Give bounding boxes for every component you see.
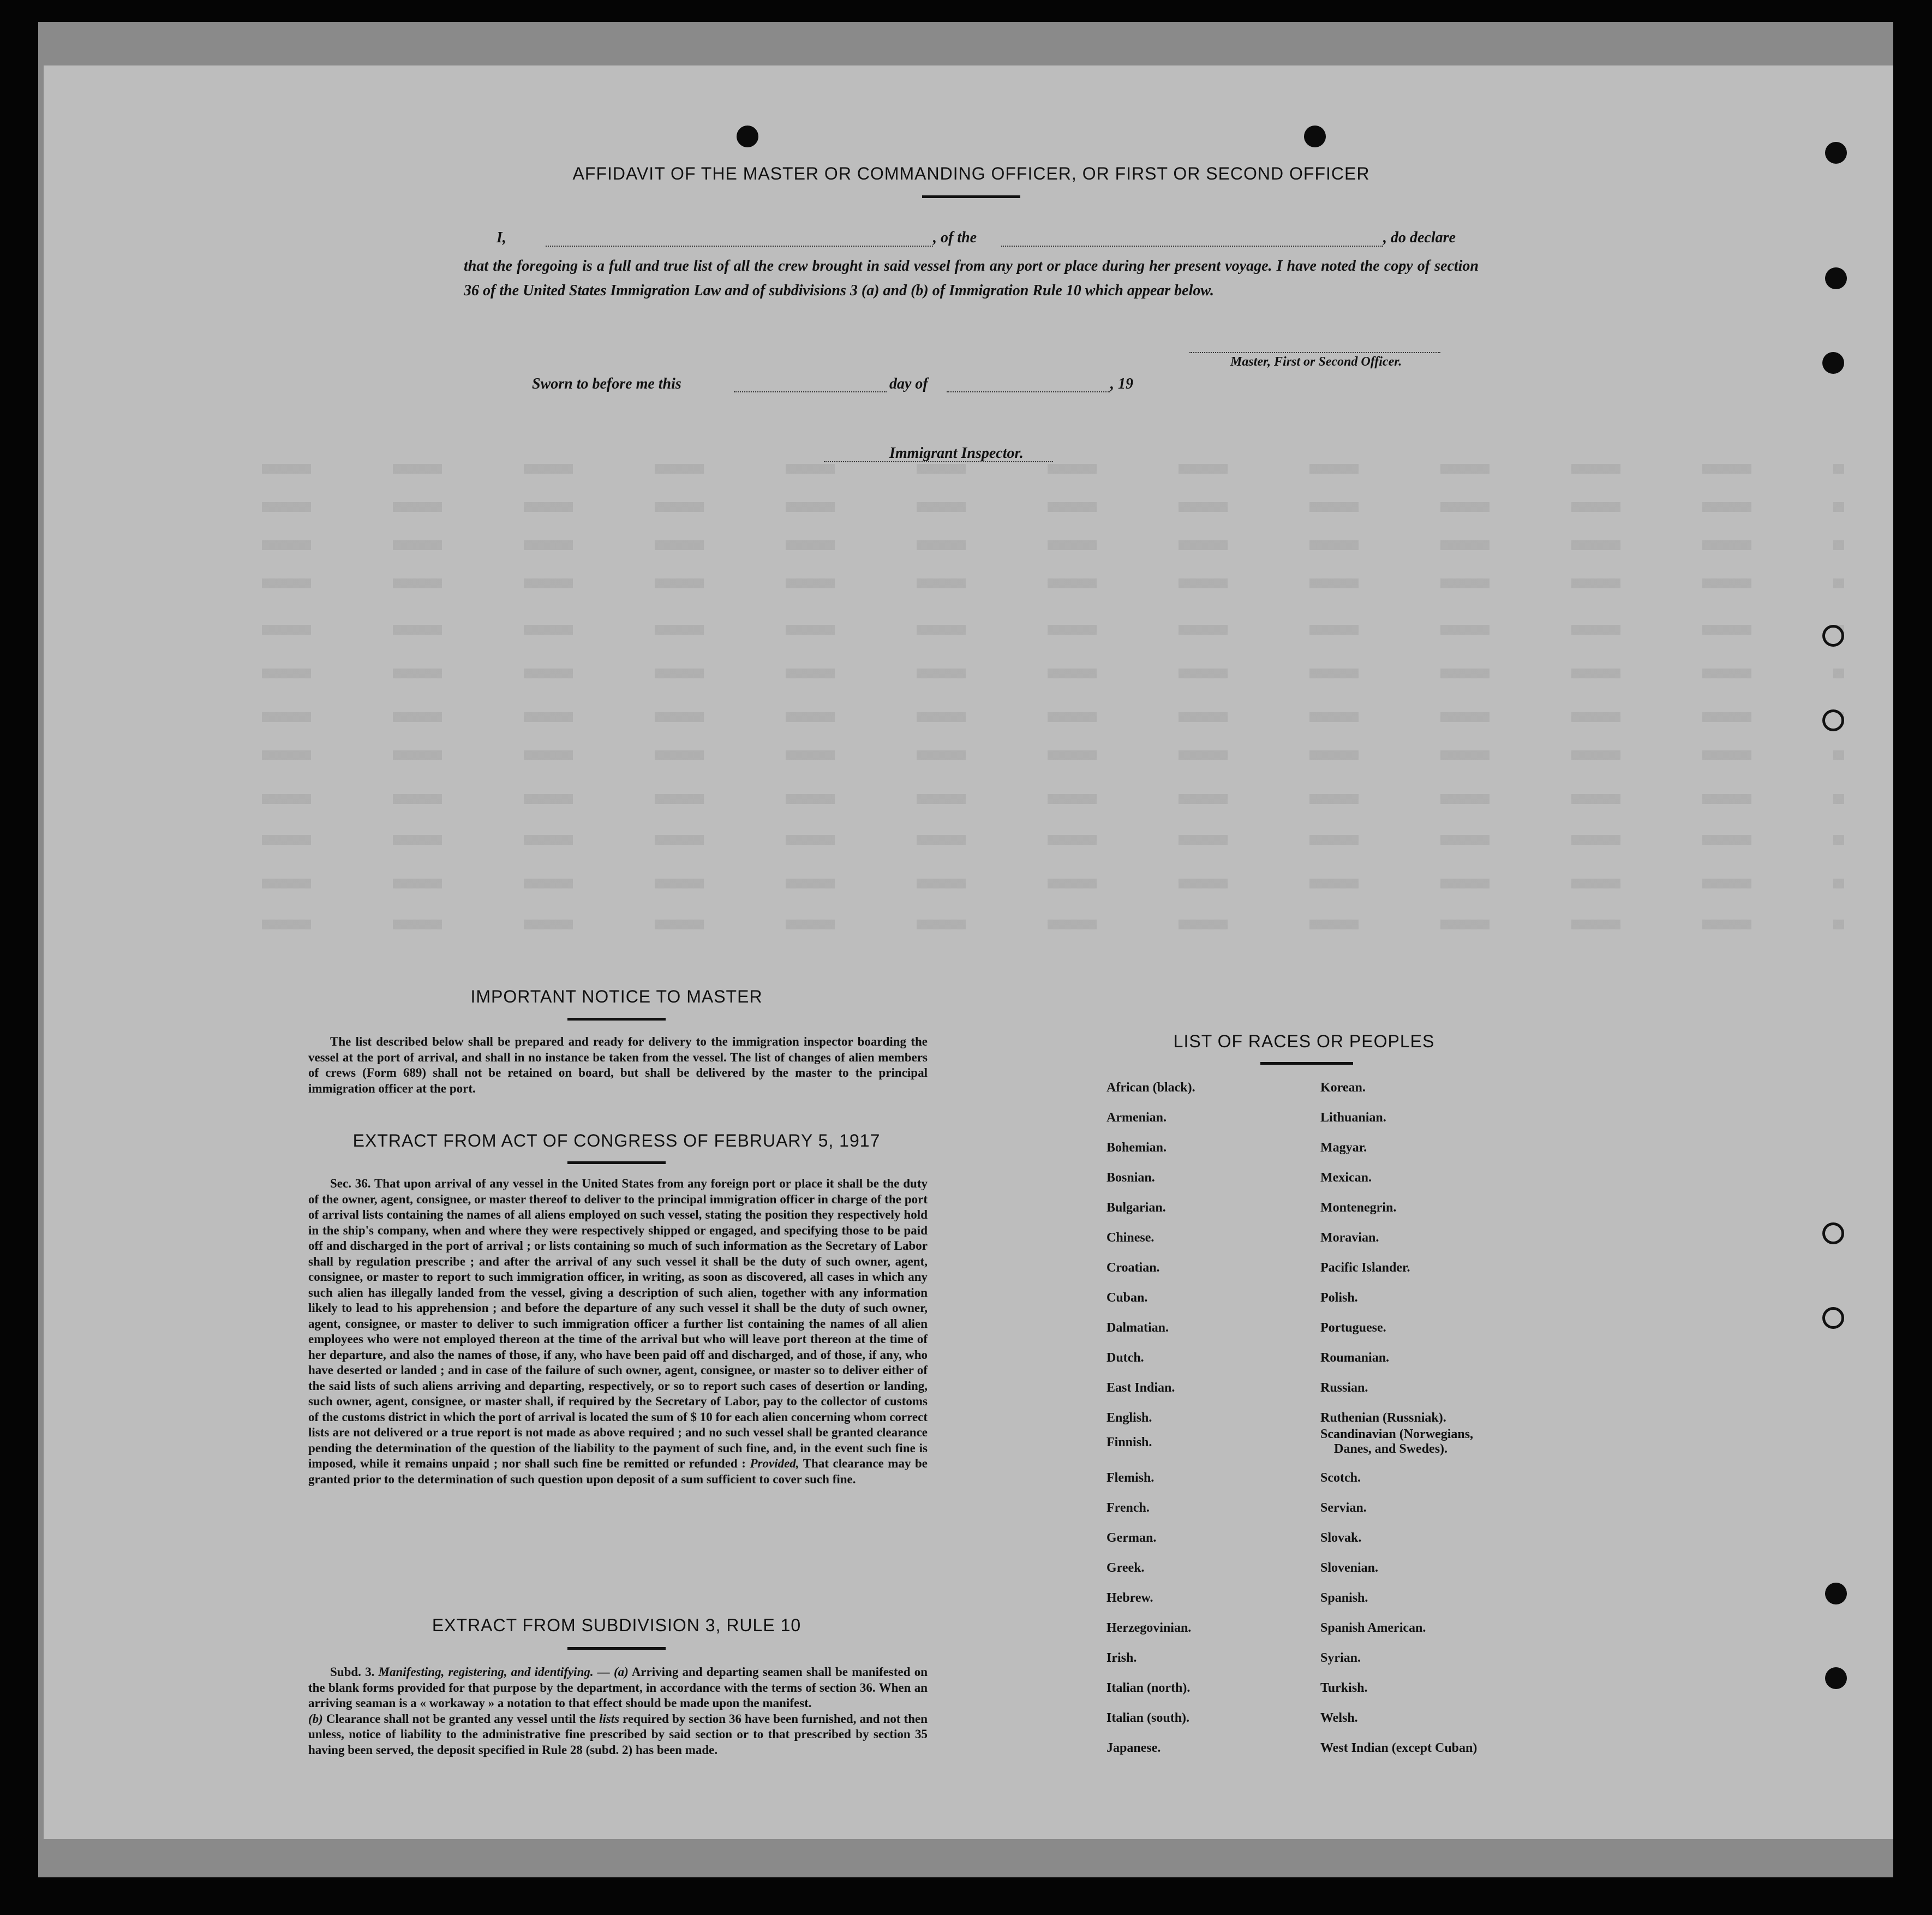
punch-hole <box>1822 625 1844 647</box>
bleed-through-row <box>262 625 1844 635</box>
bleed-through-row <box>262 750 1844 760</box>
race-item: Magyar. <box>1320 1141 1367 1155</box>
rule-text-b2: required by section 36 have been furnished, and not then unless, notice of liability to the administrative fine prescribed by said section or to that prescribed by section 35 having been served, the deposit specified in Rule 28 (subd. 2) has been made. <box>308 1711 928 1757</box>
name-blank <box>546 246 933 247</box>
race-item: Syrian. <box>1320 1651 1361 1665</box>
bleed-through-row <box>262 920 1844 929</box>
race-item: Korean. <box>1320 1081 1366 1095</box>
affidavit-of-the-label: , of the <box>933 229 977 246</box>
rule-subd-heading: Manifesting, registering, and identifying. — (a) <box>378 1665 629 1679</box>
affidavit-do-declare-label: , do declare <box>1383 229 1456 246</box>
bleed-through-row <box>262 540 1844 550</box>
races-title: LIST OF RACES OR PEOPLES <box>1173 1031 1435 1051</box>
rule-lists-word: lists <box>599 1711 620 1726</box>
vessel-blank <box>1001 246 1383 247</box>
punch-hole <box>737 126 758 147</box>
title-underline <box>922 195 1020 198</box>
race-item: Ruthenian (Russniak). <box>1320 1411 1446 1425</box>
race-item: Slovenian. <box>1320 1561 1379 1575</box>
rule-text <box>308 1665 928 1758</box>
punch-hole <box>1822 1222 1844 1244</box>
race-item: Herzegovinian. <box>1106 1621 1192 1635</box>
race-item: Chinese. <box>1106 1231 1155 1245</box>
notice-underline <box>567 1018 666 1021</box>
race-item: Roumanian. <box>1320 1351 1390 1365</box>
bleed-through-row <box>262 835 1844 845</box>
bleed-through-row <box>262 578 1844 588</box>
bleed-through-row <box>262 879 1844 888</box>
punch-hole <box>1825 1583 1847 1604</box>
race-item: Flemish. <box>1106 1471 1155 1485</box>
act-text <box>308 1176 928 1487</box>
race-item: Spanish. <box>1320 1591 1368 1605</box>
month-blank <box>947 391 1110 392</box>
race-item: Montenegrin. <box>1320 1201 1397 1215</box>
rule-text-b1: Clearance shall not be granted any vessel until the <box>326 1711 596 1726</box>
race-item: Pacific Islander. <box>1320 1261 1410 1275</box>
race-item: Polish. <box>1320 1291 1358 1305</box>
race-item: Moravian. <box>1320 1231 1379 1245</box>
notice-title: IMPORTANT NOTICE TO MASTER <box>470 987 763 1006</box>
bleed-through-row <box>262 712 1844 722</box>
race-item: Italian (north). <box>1106 1681 1191 1695</box>
punch-hole <box>1822 1307 1844 1329</box>
act-section-label: Sec. 36. <box>330 1177 371 1190</box>
punch-hole <box>1825 142 1847 164</box>
race-item: Dutch. <box>1106 1351 1144 1365</box>
race-item: Slovak. <box>1320 1531 1362 1545</box>
race-item: Bohemian. <box>1106 1141 1167 1155</box>
notice-text: The list described below shall be prepared and ready for delivery to the immigration inspector boarding the vessel at the port of arrival, and shall in no instance be taken from the vessel. The list of changes of alien members of crews (Form 689) shall not be retained on board, but shall be delivered by the master to the principal immigration officer at the port. <box>308 1035 928 1095</box>
race-item: Japanese. <box>1106 1741 1161 1755</box>
race-item: Cuban. <box>1106 1291 1148 1305</box>
race-item: German. <box>1106 1531 1157 1545</box>
affidavit-title: AFFIDAVIT OF THE MASTER OR COMMANDING OFFICER, OR FIRST OR SECOND OFFICER <box>572 164 1370 183</box>
race-item: African (black). <box>1106 1081 1195 1095</box>
act-provided-label: Provided, <box>750 1457 799 1470</box>
race-item: Greek. <box>1106 1561 1145 1575</box>
year-label: , 19 <box>1110 375 1133 392</box>
race-item: Hebrew. <box>1106 1591 1153 1605</box>
punch-hole <box>1825 1667 1847 1689</box>
day-of-label: day of <box>889 375 928 392</box>
inspector-caption: Immigrant Inspector. <box>889 445 1024 462</box>
rule-b-label: (b) <box>308 1711 323 1726</box>
bleed-through-row <box>262 669 1844 678</box>
race-item: Armenian. <box>1106 1111 1167 1125</box>
bleed-through-row <box>262 794 1844 804</box>
document-page <box>44 65 1893 1839</box>
race-item: Bosnian. <box>1106 1171 1155 1185</box>
punch-hole <box>1822 709 1844 731</box>
race-item: Welsh. <box>1320 1711 1358 1725</box>
act-body: That upon arrival of any vessel in the United States from any foreign port or place it shall be the duty of the owner, agent, consignee, or master thereof to deliver to the principal immigration officer in charge of the port of arrival lists containing the names of all aliens employed on such vessel, stating the position they respectively hold in the ship's company, when and where they were respectively shipped or engaged, and specifying those to be paid off and discharged in the port of arrival ; or lists containing so much of such information as the Secretary of Labor shall by regulation prescribe ; and after the arrival of any such vessel it shall be the duty of such owner, agent, consignee, or master to report to such immigration officer, in writing, as soon as discovered, all cases in which any such alien has illegally landed from the vessel, giving a description of such alien, together with any information likely to lead to his apprehension ; and before the departure of any such vessel it shall be the duty of such owner, agent, consignee, or master to deliver to such immigration officer a further list containing the names of all alien employees who were not employed thereon at the time of the arrival but who will leave port thereon at the time of her departure, and also the names of those, if any, who have been paid off and discharged, and of those, if any, who have deserted or landed ; and in case of the failure of such owner, agent, consignee, or master so to deliver either of the said lists of such aliens arriving and departing, respectively, or so to report such cases of desertion or landing, such owner, agent, consignee, or master shall, if required by the Secretary of Labor, pay to the collector of customs of the customs district in which the port of arrival is located the sum of $ 10 for each alien concerning whom correct lists are not delivered or a true report is not made as above required ; and no such vessel shall be granted clearance pending the determination of the question of the liability to the payment of such fine, and, in the event such fine is imposed, while it remains unpaid ; nor shall such fine be remitted or refunded : <box>308 1177 928 1470</box>
race-item: Croatian. <box>1106 1261 1160 1275</box>
act-underline <box>567 1161 666 1164</box>
affidavit-paragraph: that the foregoing is a full and true list of all the crew brought in said vessel from any port or place during her present voyage. I have noted the copy of section 36 of the United States Immigration Law and of subdivisions 3 (a) and (b) of Immigration Rule 10 which appear below. <box>464 258 1479 299</box>
race-item: Italian (south). <box>1106 1711 1190 1725</box>
race-item: Spanish American. <box>1320 1621 1426 1635</box>
race-item: Scandinavian (Norwegians, <box>1320 1427 1474 1441</box>
race-item: Scotch. <box>1320 1471 1361 1485</box>
race-item: West Indian (except Cuban) <box>1320 1741 1478 1755</box>
rule-underline <box>567 1647 666 1650</box>
act-title: EXTRACT FROM ACT OF CONGRESS OF FEBRUARY 5, 1917 <box>352 1131 881 1150</box>
day-blank <box>734 391 887 392</box>
race-item: East Indian. <box>1106 1381 1175 1395</box>
race-item: Servian. <box>1320 1501 1367 1515</box>
sworn-label: Sworn to before me this <box>532 375 681 392</box>
master-signature-line <box>1189 352 1440 353</box>
race-item: French. <box>1106 1501 1150 1515</box>
race-item: Bulgarian. <box>1106 1201 1166 1215</box>
race-item: Mexican. <box>1320 1171 1372 1185</box>
rule-subd-label: Subd. 3. <box>330 1665 375 1679</box>
race-item: Turkish. <box>1320 1681 1368 1695</box>
race-item: English. <box>1106 1411 1152 1425</box>
rule-title: EXTRACT FROM SUBDIVISION 3, RULE 10 <box>432 1615 801 1635</box>
races-underline <box>1260 1062 1353 1065</box>
race-item: Russian. <box>1320 1381 1368 1395</box>
race-item: Portuguese. <box>1320 1321 1386 1335</box>
affidavit-i-label: I, <box>497 229 506 246</box>
master-caption: Master, First or Second Officer. <box>1230 355 1402 369</box>
race-item: Irish. <box>1106 1651 1137 1665</box>
race-item: Lithuanian. <box>1320 1111 1386 1125</box>
punch-hole <box>1825 267 1847 289</box>
bleed-through-row <box>262 464 1844 474</box>
rule-text-a: Arriving and departing seamen shall be manifested on the blank forms provided for that purpose by the department, in accordance with the terms of section 36. When an arriving seaman is a « workaway » a notation to that effect should be made upon the manifest. <box>308 1665 928 1710</box>
race-item: Dalmatian. <box>1106 1321 1169 1335</box>
race-item: Danes, and Swedes). <box>1334 1442 1448 1456</box>
punch-hole <box>1822 352 1844 374</box>
bleed-through-row <box>262 502 1844 512</box>
act-provided-text: That clearance may be granted prior to the determination of such question upon deposit of a sum sufficient to cover such fine. <box>308 1457 928 1486</box>
punch-hole <box>1304 126 1326 147</box>
race-item: Finnish. <box>1106 1435 1152 1449</box>
